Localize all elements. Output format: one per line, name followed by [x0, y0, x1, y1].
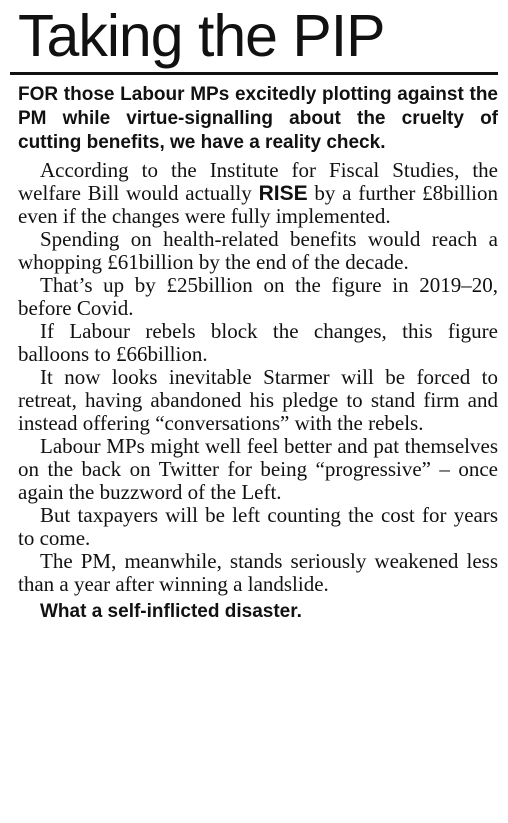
- p1-text-start: According to the Institute for Fiscal Studies, the welfare Bill would actually: [18, 158, 498, 205]
- body-paragraph-1: [10, 159, 498, 228]
- body-paragraph-5: It now looks inevitable Starmer will be forced to retreat, having abandoned his pledge to stand firm and instead offering “conversations” with the rebels.: [18, 365, 498, 435]
- p1-text-end: by a further £8billion even if the changes were fully implemented.: [18, 181, 498, 228]
- body-paragraph-4: If Labour rebels block the changes, this figure balloons to £66billion.: [18, 319, 498, 366]
- editorial-article: [10, 2, 498, 624]
- body-paragraph-7: But taxpayers will be left counting the cost for years to come.: [18, 503, 498, 550]
- body-paragraph-8: The PM, meanwhile, stands seriously weakened less than a year after winning a landslide.: [18, 549, 498, 596]
- headline: Taking the PIP: [18, 3, 385, 69]
- p1-emphasis: RISE: [258, 182, 308, 205]
- closing-line: What a self-inflicted disaster.: [40, 601, 302, 622]
- intro-paragraph: FOR those Labour MPs excitedly plotting against the PM while virtue-signalling about the cruelty of cutting benefits, we have a reality check.: [18, 84, 498, 153]
- body-paragraph-3: That’s up by £25billion on the figure in 2019–20, before Covid.: [18, 273, 498, 320]
- article-body: [10, 159, 498, 596]
- headline-rule: [10, 72, 498, 75]
- body-paragraph-2: Spending on health-related benefits would reach a whopping £61billion by the end of the decade.: [18, 227, 498, 274]
- body-paragraph-6: Labour MPs might well feel better and pat themselves on the back on Twitter for being “progressive” – once again the buzzword of the Left.: [18, 434, 498, 504]
